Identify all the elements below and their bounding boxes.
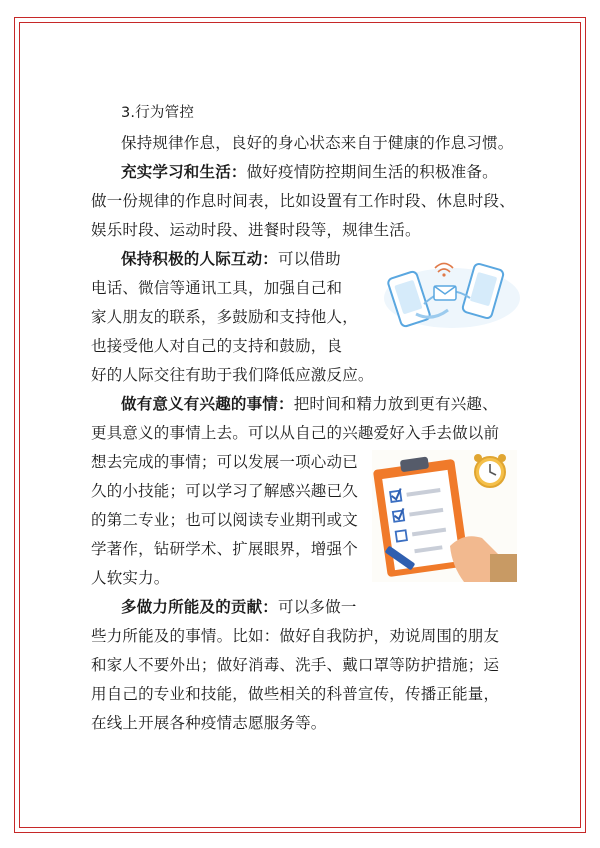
paragraph-1-lead: 充实学习和生活： [121,162,247,181]
paragraph-3-line-4: 久的小技能；可以学习了解感兴趣已久 [91,482,358,500]
paragraph-2-line-3: 家人朋友的联系，多鼓励和支持他人， [91,308,358,326]
clipboard-checklist-illustration [372,450,517,582]
paragraph-3-lead: 做有意义有兴趣的事情： [121,394,294,413]
paragraph-2-text: 可以借助 [278,250,341,268]
paragraph-2-line-1 [121,249,341,269]
section-heading: 3.行为管控 [121,105,195,121]
paragraph-3-line-2: 更具意义的事情上去。可以从自己的兴趣爱好入手去做以前 [91,424,500,442]
paragraph-1-line-2: 做一份规律的作息时间表，比如设置有工作时段、休息时段、 [91,192,515,210]
paragraph-4-line-2: 些力所能及的事情。比如：做好自我防护，劝说周围的朋友 [91,627,500,645]
paragraph-3-line-3: 想去完成的事情；可以发展一项心动已 [91,453,358,471]
paragraph-4-line-5: 在线上开展各种疫情志愿服务等。 [91,714,327,732]
paragraph-4-line-4: 用自己的专业和技能，做些相关的科普宣传，传播正能量， [91,685,500,703]
smartphones-communication-illustration [372,252,522,334]
paragraph-4-line-1 [121,597,357,617]
paragraph-3-line-1 [121,394,498,414]
paragraph-4-text: 可以多做一 [278,598,357,616]
paragraph-4-lead: 多做力所能及的贡献： [121,597,279,616]
paragraph-2-line-5: 好的人际交往有助于我们降低应激反应。 [91,366,374,384]
paragraph-1-text: 做好疫情防控期间生活的积极准备。 [246,163,498,181]
paragraph-2-line-4: 也接受他人对自己的支持和鼓励，良 [91,337,343,355]
alarm-clock-icon [474,454,506,487]
paragraph-3-line-7: 人软实力。 [91,569,170,587]
paragraph-2-line-2: 电话、微信等通讯工具，加强自己和 [91,279,343,297]
paragraph-4-line-3: 和家人不要外出；做好消毒、洗手、戴口罩等防护措施；运 [91,656,500,674]
paragraph-3-line-5: 的第二专业；也可以阅读专业期刊或文 [91,511,358,529]
paragraph-2-lead: 保持积极的人际互动： [121,249,279,268]
paragraph-1-line-1 [121,162,498,182]
paragraph-3-line-6: 学著作，钻研学术、扩展眼界，增强个 [91,540,358,558]
paragraph-1-line-3: 娱乐时段、运动时段、进餐时段等，规律生活。 [91,221,421,239]
intro-text: 保持规律作息，良好的身心状态来自于健康的作息习惯。 [121,134,514,152]
paragraph-3-text: 把时间和精力放到更有兴趣、 [293,395,498,413]
